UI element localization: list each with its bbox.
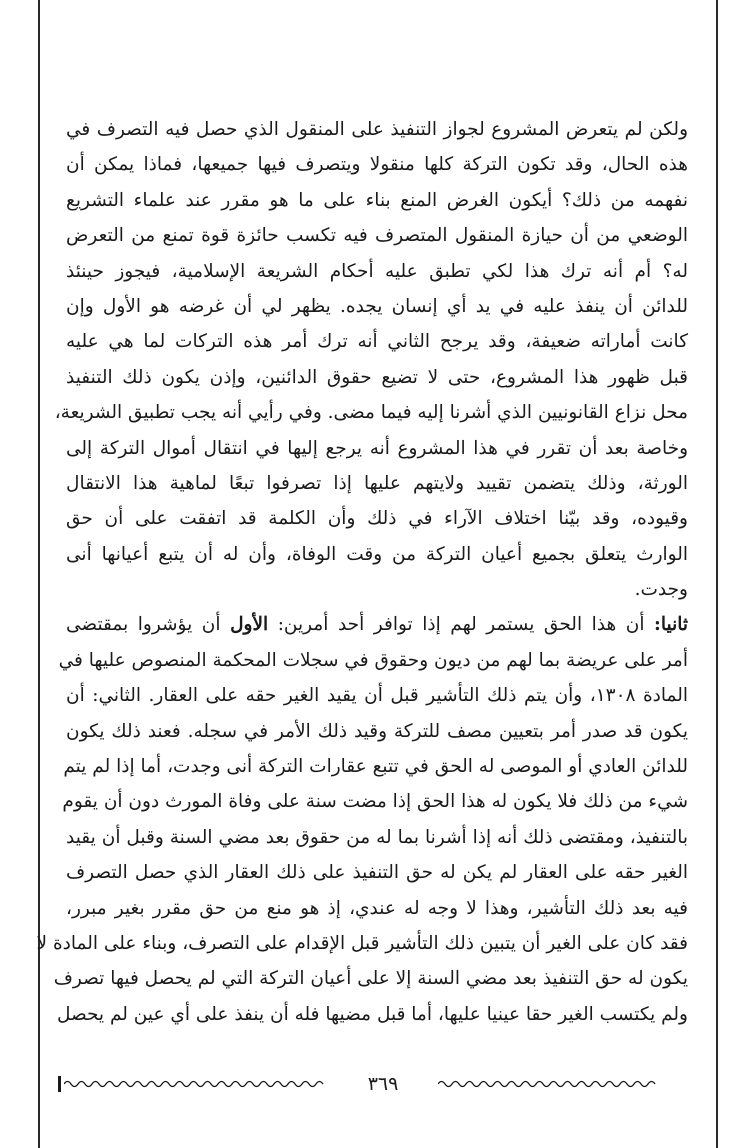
text-line: شيء من ذلك فلا يكون له هذا الحق إذا مضت سنة على وفاة المورث دون أن يقوم (62, 791, 688, 813)
point-label: ثانيا: (654, 614, 689, 636)
page-border-right (716, 0, 718, 1148)
page-body-text (36, 112, 689, 1032)
text-line: الغير حقه على العقار لم يكن له حق التنفيذ على ذلك العقار الذي حصل التصرف (66, 862, 688, 884)
first-condition-label: الأول (230, 614, 269, 636)
text-line: نفهمه من ذلك؟ أيكون الغرض المنع بناء على ما هو مقرر عند علماء التشريع (66, 189, 688, 211)
footer-wave-ornament-left (64, 1078, 326, 1090)
text-line: للدائن أن ينفذ عليه في يد أي إنسان يجده. يظهر لي أن غرضه هو الأول وإن (66, 295, 688, 317)
page-footer (58, 1072, 662, 1096)
text-line: الورثة، وذلك يتضمن تقييد ولايتهم عليها إذا تصرفوا تبعًا لماهية هذا الانتقال (66, 472, 688, 494)
page-number: ٣٦٩ (367, 1073, 399, 1095)
text-line: له؟ أم أنه ترك هذا لكي تطبق عليه أحكام الشريعة الإسلامية، فيجوز حينئذ (66, 260, 688, 282)
text-line: فيه بعد ذلك التأشير، وهذا لا وجه له عندي، إذ هو منع من حق مقرر بغير مبرر، (66, 897, 688, 919)
text-line: يكون له حق التنفيذ بعد مضي السنة إلا على أعيان التركة التي لم يحصل فيها تصرف (53, 968, 688, 990)
text-line: قبل ظهور هذا المشروع، حتى لا تضيع حقوق الدائنين، وإذن يكون ذلك التنفيذ (66, 366, 688, 388)
text-line-second-point (66, 607, 688, 642)
text-line: يكون قد صدر أمر بتعيين مصف للتركة وقيد ذلك الأمر في سجله. فعند ذلك يكون (66, 720, 688, 742)
text-line: الوارث يتعلق بجميع أعيان التركة من وقت الوفاة، وأن له أن يتبع أعيانها أنى (66, 543, 688, 565)
text-line: هذه الحال، وقد تكون التركة كلها منقولا ويتصرف فيها جميعها، فماذا يمكن أن (66, 154, 688, 176)
text-line: بالتنفيذ، ومقتضى ذلك أنه إذا أشرنا بما له من حقوق بعد مضي السنة وقبل أن يقيد (66, 826, 688, 848)
footer-end-mark (58, 1076, 61, 1092)
point-text: أن هذا الحق يستمر لهم إذا توافر أحد أمرين: (277, 614, 645, 636)
text-line: محل نزاع القانونيين الذي أشرنا إليه فيما مضى. وفي رأيي أنه يجب تطبيق الشريعة، (54, 402, 688, 424)
text-line: ولكن لم يتعرض المشروع لجواز التنفيذ على المنقول الذي حصل فيه التصرف في (66, 119, 688, 140)
text-line: وخاصة بعد أن تقرر في هذا المشروع أنه يرجع إليها في انتقال أموال التركة إلى (66, 437, 688, 459)
text-line: كانت أماراته ضعيفة، وقد يرجح الثاني أنه ترك أمر هذه التركات لما هي عليه (66, 331, 688, 353)
text-line: أمر على عريضة بما لهم من ديون وحقوق في سجلات المحكمة المنصوص عليها في (58, 649, 688, 671)
page-border-left (38, 0, 40, 1148)
footer-wave-ornament-right (438, 1078, 660, 1090)
point-text-rest: أن يؤشروا بمقتضى (66, 614, 221, 636)
text-line: للدائن العادي أو الموصى له الحق في تتبع عقارات التركة أنى وجدت، أما إذا لم يتم (63, 756, 688, 778)
text-line: وقيوده، وقد بيّنا اختلاف الآراء في ذلك وأن الكلمة قد اتفقت على أن حق (66, 508, 688, 530)
text-line: فقد كان على الغير أن يتبين ذلك التأشير قبل الإقدام على التصرف، وبناء على المادة لا (36, 932, 688, 954)
text-line: الوضعي من أن حيازة المنقول المتصرف فيه تكسب حائزة قوة تمنع من التعرض (66, 225, 688, 247)
text-line-paragraph-end: وجدت. (634, 579, 688, 601)
text-line: ولم يكتسب الغير حقا عينيا عليها، أما قبل مضيها فله أن ينفذ على أي عين لم يحصل (56, 1003, 688, 1025)
text-line: المادة ١٣٠٨، وأن يتم ذلك التأشير قبل أن يقيد الغير حقه على العقار. الثاني: أن (66, 685, 688, 707)
